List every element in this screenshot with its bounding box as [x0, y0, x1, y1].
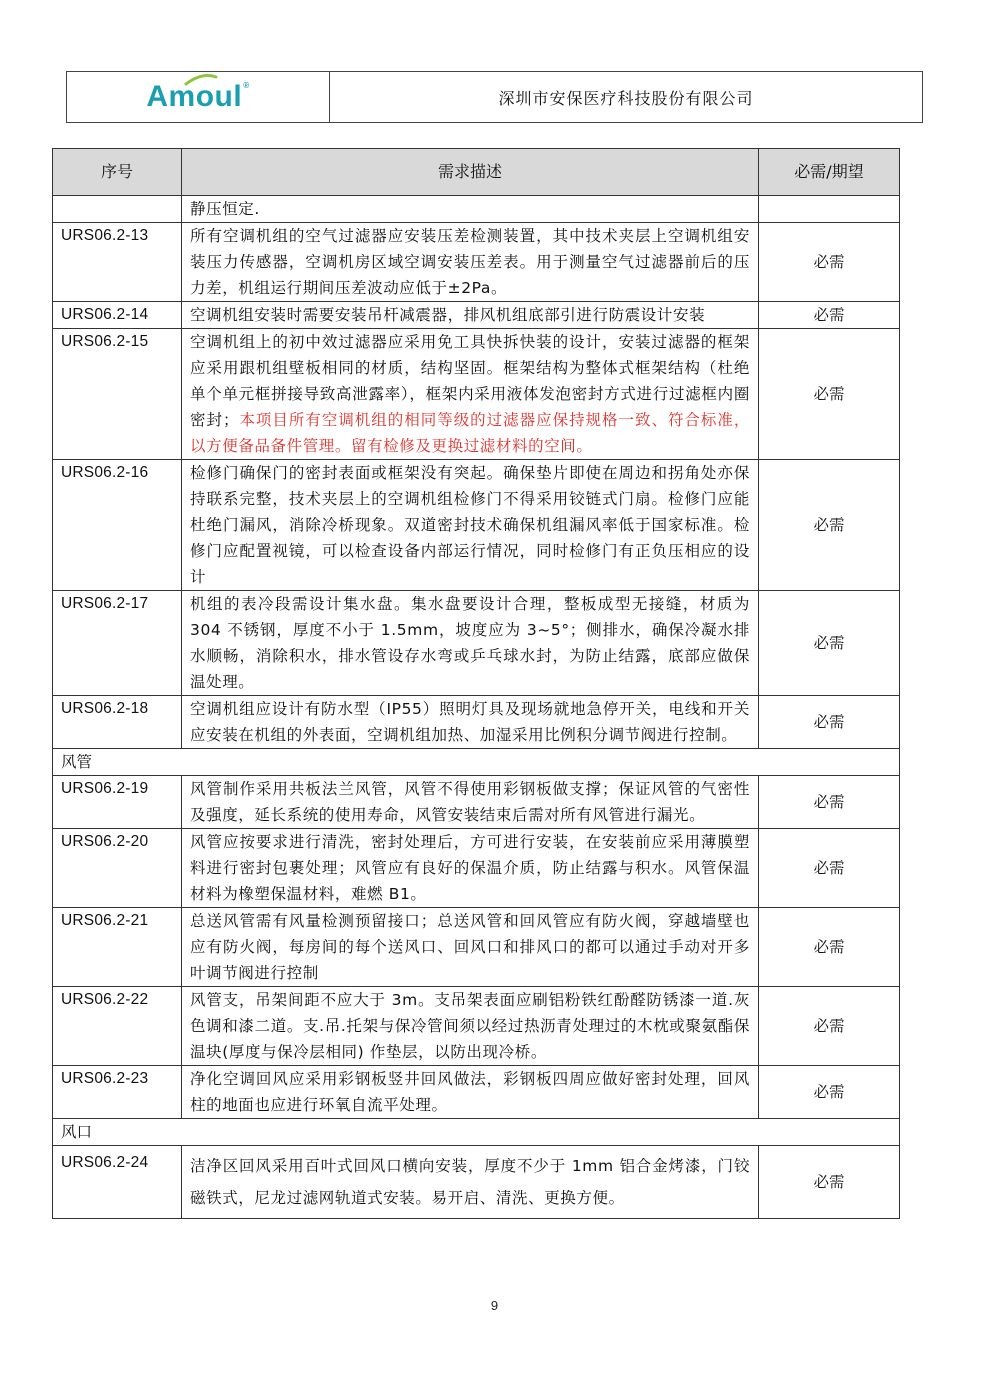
row-description: 风管应按要求进行清洗，密封处理后，方可进行安装，在安装前应采用薄膜塑料进行密封包裹处理；风管应有良好的保温介质，防止结露与积水。风管保温材料为橡塑保温材料，难燃 B1。 — [182, 829, 759, 908]
row-requirement: 必需 — [759, 908, 900, 987]
row-description: 净化空调回风应采用彩钢板竖井回风做法，彩钢板四周应做好密封处理，回风柱的地面也应进行环氧自流平处理。 — [182, 1066, 759, 1119]
table-row — [53, 776, 900, 829]
table-row — [53, 591, 900, 696]
row-requirement: 必需 — [759, 460, 900, 591]
row-description-text: 空调机组上的初中效过滤器应采用免工具快拆快装的设计，安装过滤器的框架应采用跟机组壁板相同的材质，结构坚固。框架结构为整体式框架结构（杜绝单个单元框拼接导致高泄露率），框架内采用液体发泡密封方式进行过滤框内圈密封； — [190, 333, 750, 429]
row-id — [53, 196, 182, 223]
column-header-description: 需求描述 — [182, 149, 759, 196]
row-id: URS06.2-23 — [53, 1066, 182, 1119]
table-row — [53, 1146, 900, 1219]
row-description — [182, 329, 759, 460]
row-description: 风管支，吊架间距不应大于 3m。支吊架表面应刷铝粉铁红酚醛防锈漆一道.灰色调和漆二道。支.吊.托架与保冷管间须以经过热沥青处理过的木枕或聚氨酯保温块(厚度与保冷层相同) 作垫层，以防出现冷桥。 — [182, 987, 759, 1066]
section-title-ductwork: 风管 — [53, 749, 900, 776]
row-id: URS06.2-18 — [53, 696, 182, 749]
row-requirement — [759, 196, 900, 223]
logo-swoosh-icon — [184, 74, 218, 86]
row-requirement: 必需 — [759, 1146, 900, 1219]
row-id: URS06.2-19 — [53, 776, 182, 829]
row-requirement: 必需 — [759, 1066, 900, 1119]
section-title-air-outlet: 风口 — [53, 1119, 900, 1146]
table-row — [53, 908, 900, 987]
row-id: URS06.2-20 — [53, 829, 182, 908]
table-row — [53, 1066, 900, 1119]
row-description: 机组的表冷段需设计集水盘。集水盘要设计合理，整板成型无接缝，材质为 304 不锈钢，厚度不小于 1.5mm，坡度应为 3~5°；侧排水，确保冷凝水排水顺畅，消除积水，排水管设存水弯或乒乓球水封，为防止结露，底部应做保温处理。 — [182, 591, 759, 696]
row-id: URS06.2-17 — [53, 591, 182, 696]
section-row — [53, 749, 900, 776]
row-description: 检修门确保门的密封表面或框架没有突起。确保垫片即使在周边和拐角处亦保持联系完整，技术夹层上的空调机组检修门不得采用铰链式门扇。检修门应能杜绝门漏风，消除冷桥现象。双道密封技术确保机组漏风率低于国家标准。检修门应配置视镜，可以检查设备内部运行情况，同时检修门有正负压相应的设计 — [182, 460, 759, 591]
row-description: 风管制作采用共板法兰风管，风管不得使用彩钢板做支撑；保证风管的气密性及强度，延长系统的使用寿命，风管安装结束后需对所有风管进行漏光。 — [182, 776, 759, 829]
row-description: 所有空调机组的空气过滤器应安装压差检测装置，其中技术夹层上空调机组安装压力传感器，空调机房区域空调安装压差表。用于测量空气过滤器前后的压力差，机组运行期间压差波动应低于±2Pa。 — [182, 223, 759, 302]
row-id: URS06.2-13 — [53, 223, 182, 302]
logo-text: Amoul — [146, 80, 243, 113]
row-description: 空调机组应设计有防水型（IP55）照明灯具及现场就地急停开关，电线和开关应安装在机组的外表面，空调机组加热、加湿采用比例积分调节阀进行控制。 — [182, 696, 759, 749]
table-row — [53, 302, 900, 329]
row-requirement: 必需 — [759, 987, 900, 1066]
row-id: URS06.2-24 — [53, 1146, 182, 1219]
row-description-highlight: 本项目所有空调机组的相同等级的过滤器应保持规格一致、符合标准，以方便备品备件管理。留有检修及更换过滤材料的空间。 — [190, 411, 750, 455]
row-id: URS06.2-15 — [53, 329, 182, 460]
row-requirement: 必需 — [759, 329, 900, 460]
row-id: URS06.2-16 — [53, 460, 182, 591]
urs-table — [52, 148, 900, 1219]
column-header-id: 序号 — [53, 149, 182, 196]
table-row — [53, 460, 900, 591]
row-requirement: 必需 — [759, 776, 900, 829]
table-header-row — [53, 149, 900, 196]
section-row — [53, 1119, 900, 1146]
logo-cell — [67, 72, 330, 122]
row-requirement: 必需 — [759, 829, 900, 908]
row-description: 空调机组安装时需要安装吊杆减震器，排风机组底部引进行防震设计安装 — [182, 302, 759, 329]
row-requirement: 必需 — [759, 591, 900, 696]
company-name: 深圳市安保医疗科技股份有限公司 — [498, 88, 754, 108]
row-description: 洁净区回风采用百叶式回风口横向安装，厚度不少于 1mm 铝合金烤漆，门铰磁铁式，尼龙过滤网轨道式安装。易开启、清洗、更换方便。 — [182, 1146, 759, 1219]
logo-registered-mark: ® — [243, 81, 250, 90]
column-header-requirement: 必需/期望 — [759, 149, 900, 196]
row-id: URS06.2-22 — [53, 987, 182, 1066]
document-header — [66, 71, 923, 123]
table-row — [53, 329, 900, 460]
table-row — [53, 196, 900, 223]
company-logo — [146, 82, 249, 112]
row-description: 静压恒定. — [182, 196, 759, 223]
table-row — [53, 223, 900, 302]
row-requirement: 必需 — [759, 696, 900, 749]
row-requirement: 必需 — [759, 302, 900, 329]
page-number: 9 — [490, 1298, 499, 1313]
table-row — [53, 696, 900, 749]
row-description: 总送风管需有风量检测预留接口；总送风管和回风管应有防火阀，穿越墙壁也应有防火阀，每房间的每个送风口、回风口和排风口的都可以通过手动对开多叶调节阀进行控制 — [182, 908, 759, 987]
table-row — [53, 987, 900, 1066]
row-id: URS06.2-14 — [53, 302, 182, 329]
table-row — [53, 829, 900, 908]
row-id: URS06.2-21 — [53, 908, 182, 987]
row-requirement: 必需 — [759, 223, 900, 302]
